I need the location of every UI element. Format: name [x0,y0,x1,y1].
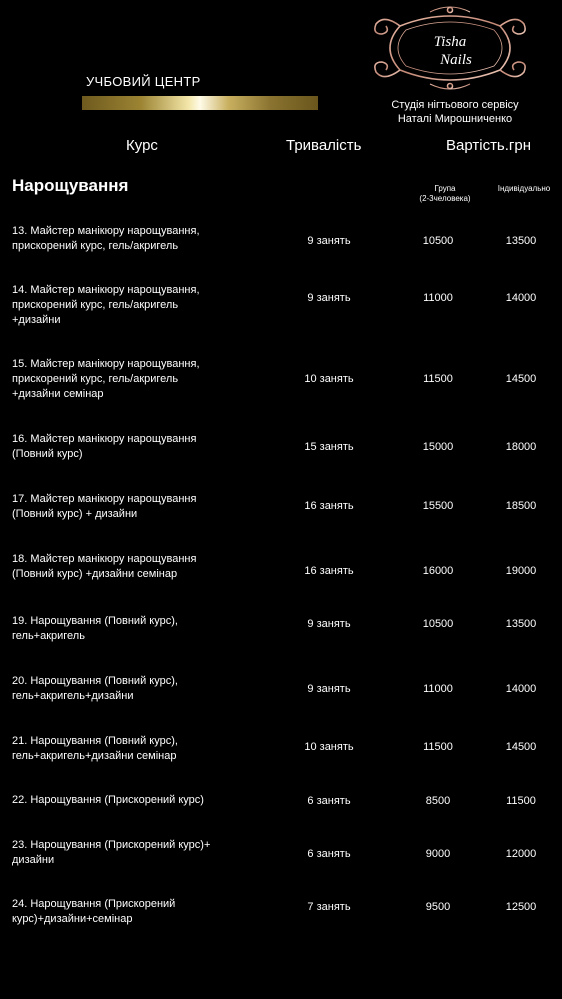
individual-price: 12000 [505,848,537,860]
group-price: 15500 [422,500,454,512]
course-name [12,552,282,582]
logo-line1: Tisha [433,34,467,50]
course-duration: 10 занять [304,373,354,385]
course-name-line: 16. Майстер манікюру нарощування [12,433,197,445]
individual-price: 14000 [505,683,537,695]
course-name-line: (Повний курс) [12,448,83,460]
col-header-duration: Тривалість [286,137,362,154]
individual-price: 13500 [505,235,537,247]
group-price: 16000 [422,565,454,577]
individual-price: 12500 [505,901,537,913]
individual-price: 13500 [505,618,537,630]
course-name [12,897,282,927]
col-header-price: Вартість.грн [446,137,532,154]
course-name-line: гель+акригель [12,630,85,642]
course-name [12,492,282,522]
individual-price: 14000 [505,292,537,304]
course-duration: 9 занять [307,683,351,695]
course-duration: 15 занять [304,441,354,453]
course-name-line: гель+акригель+дизайни [12,690,134,702]
course-duration: 9 занять [307,618,351,630]
course-name-line: 22. Нарощування (Прискорений курс) [12,794,204,806]
course-name-line: курс)+дизайни+семінар [12,913,133,925]
individual-price: 14500 [505,741,537,753]
course-name [12,614,282,644]
group-price: 15000 [422,441,454,453]
course-name [12,674,282,704]
course-duration: 16 занять [304,565,354,577]
logo-line2: Nails [440,52,472,68]
individual-price: 11500 [506,795,536,807]
course-name-line: дизайни [12,854,55,866]
individual-price: 18500 [505,500,537,512]
course-name-line: 21. Нарощування (Повний курс), [12,735,178,747]
section-title: Нарощування [12,176,129,195]
group-label: Група [434,184,456,193]
individual-price: 14500 [505,373,537,385]
course-name-line: 18. Майстер манікюру нарощування [12,553,197,565]
course-name-line: прискорений курс, гель/акригель [12,240,179,252]
group-price: 10500 [422,235,454,247]
course-name-line: +дизайни [12,314,61,326]
course-duration: 7 занять [307,901,351,913]
course-name-line: гель+акригель+дизайни семінар [12,750,177,762]
training-center-title: УЧБОВИЙ ЦЕНТР [86,74,201,89]
course-name [12,224,282,254]
course-name-line: +дизайни семінар [12,388,104,400]
course-name [12,793,282,808]
course-duration: 9 занять [307,235,351,247]
course-duration: 16 занять [304,500,354,512]
course-name-line: 17. Майстер манікюру нарощування [12,493,197,505]
course-duration: 10 занять [304,741,354,753]
studio-line2: Наталі Мирошниченко [397,113,513,125]
individual-price: 18000 [505,441,537,453]
course-name-line: 15. Майстер манікюру нарощування, [12,358,200,370]
group-price: 10500 [422,618,454,630]
course-name [12,838,282,868]
group-price: 8500 [425,795,451,807]
tisha-nails-logo [370,4,530,92]
studio-caption [350,98,560,126]
course-name [12,283,282,328]
col-header-group [402,184,488,204]
course-name-line: 24. Нарощування (Прискорений [12,898,176,910]
course-name-line: 19. Нарощування (Повний курс), [12,615,178,627]
studio-line1: Студія нігтьового сервісу [391,99,519,111]
course-name-line: (Повний курс) +дизайни семінар [12,568,178,580]
course-name-line: 20. Нарощування (Повний курс), [12,675,178,687]
group-price: 11500 [423,741,453,753]
course-name [12,734,282,764]
course-name [12,357,282,402]
course-duration: 9 занять [307,292,351,304]
individual-price: 19000 [505,565,537,577]
course-duration: 6 занять [307,795,351,807]
course-name-line: 13. Майстер манікюру нарощування, [12,225,200,237]
group-price: 11000 [423,292,453,304]
group-size-label: (2-3человека) [419,194,471,203]
course-name-line: прискорений курс, гель/акригель [12,299,179,311]
course-name-line: 14. Майстер манікюру нарощування, [12,284,200,296]
course-name-line: прискорений курс, гель/акригель [12,373,179,385]
course-name [12,432,282,462]
course-name-line: (Повний курс) + дизайни [12,508,138,520]
col-header-individual: Індивідуально [497,184,551,193]
course-duration: 6 занять [307,848,351,860]
group-price: 9500 [425,901,451,913]
gold-divider-bar [82,96,318,110]
group-price: 11000 [423,683,453,695]
group-price: 11500 [423,373,453,385]
col-header-course: Курс [126,137,158,154]
group-price: 9000 [425,848,451,860]
course-name-line: 23. Нарощування (Прискорений курс)+ [12,839,211,851]
